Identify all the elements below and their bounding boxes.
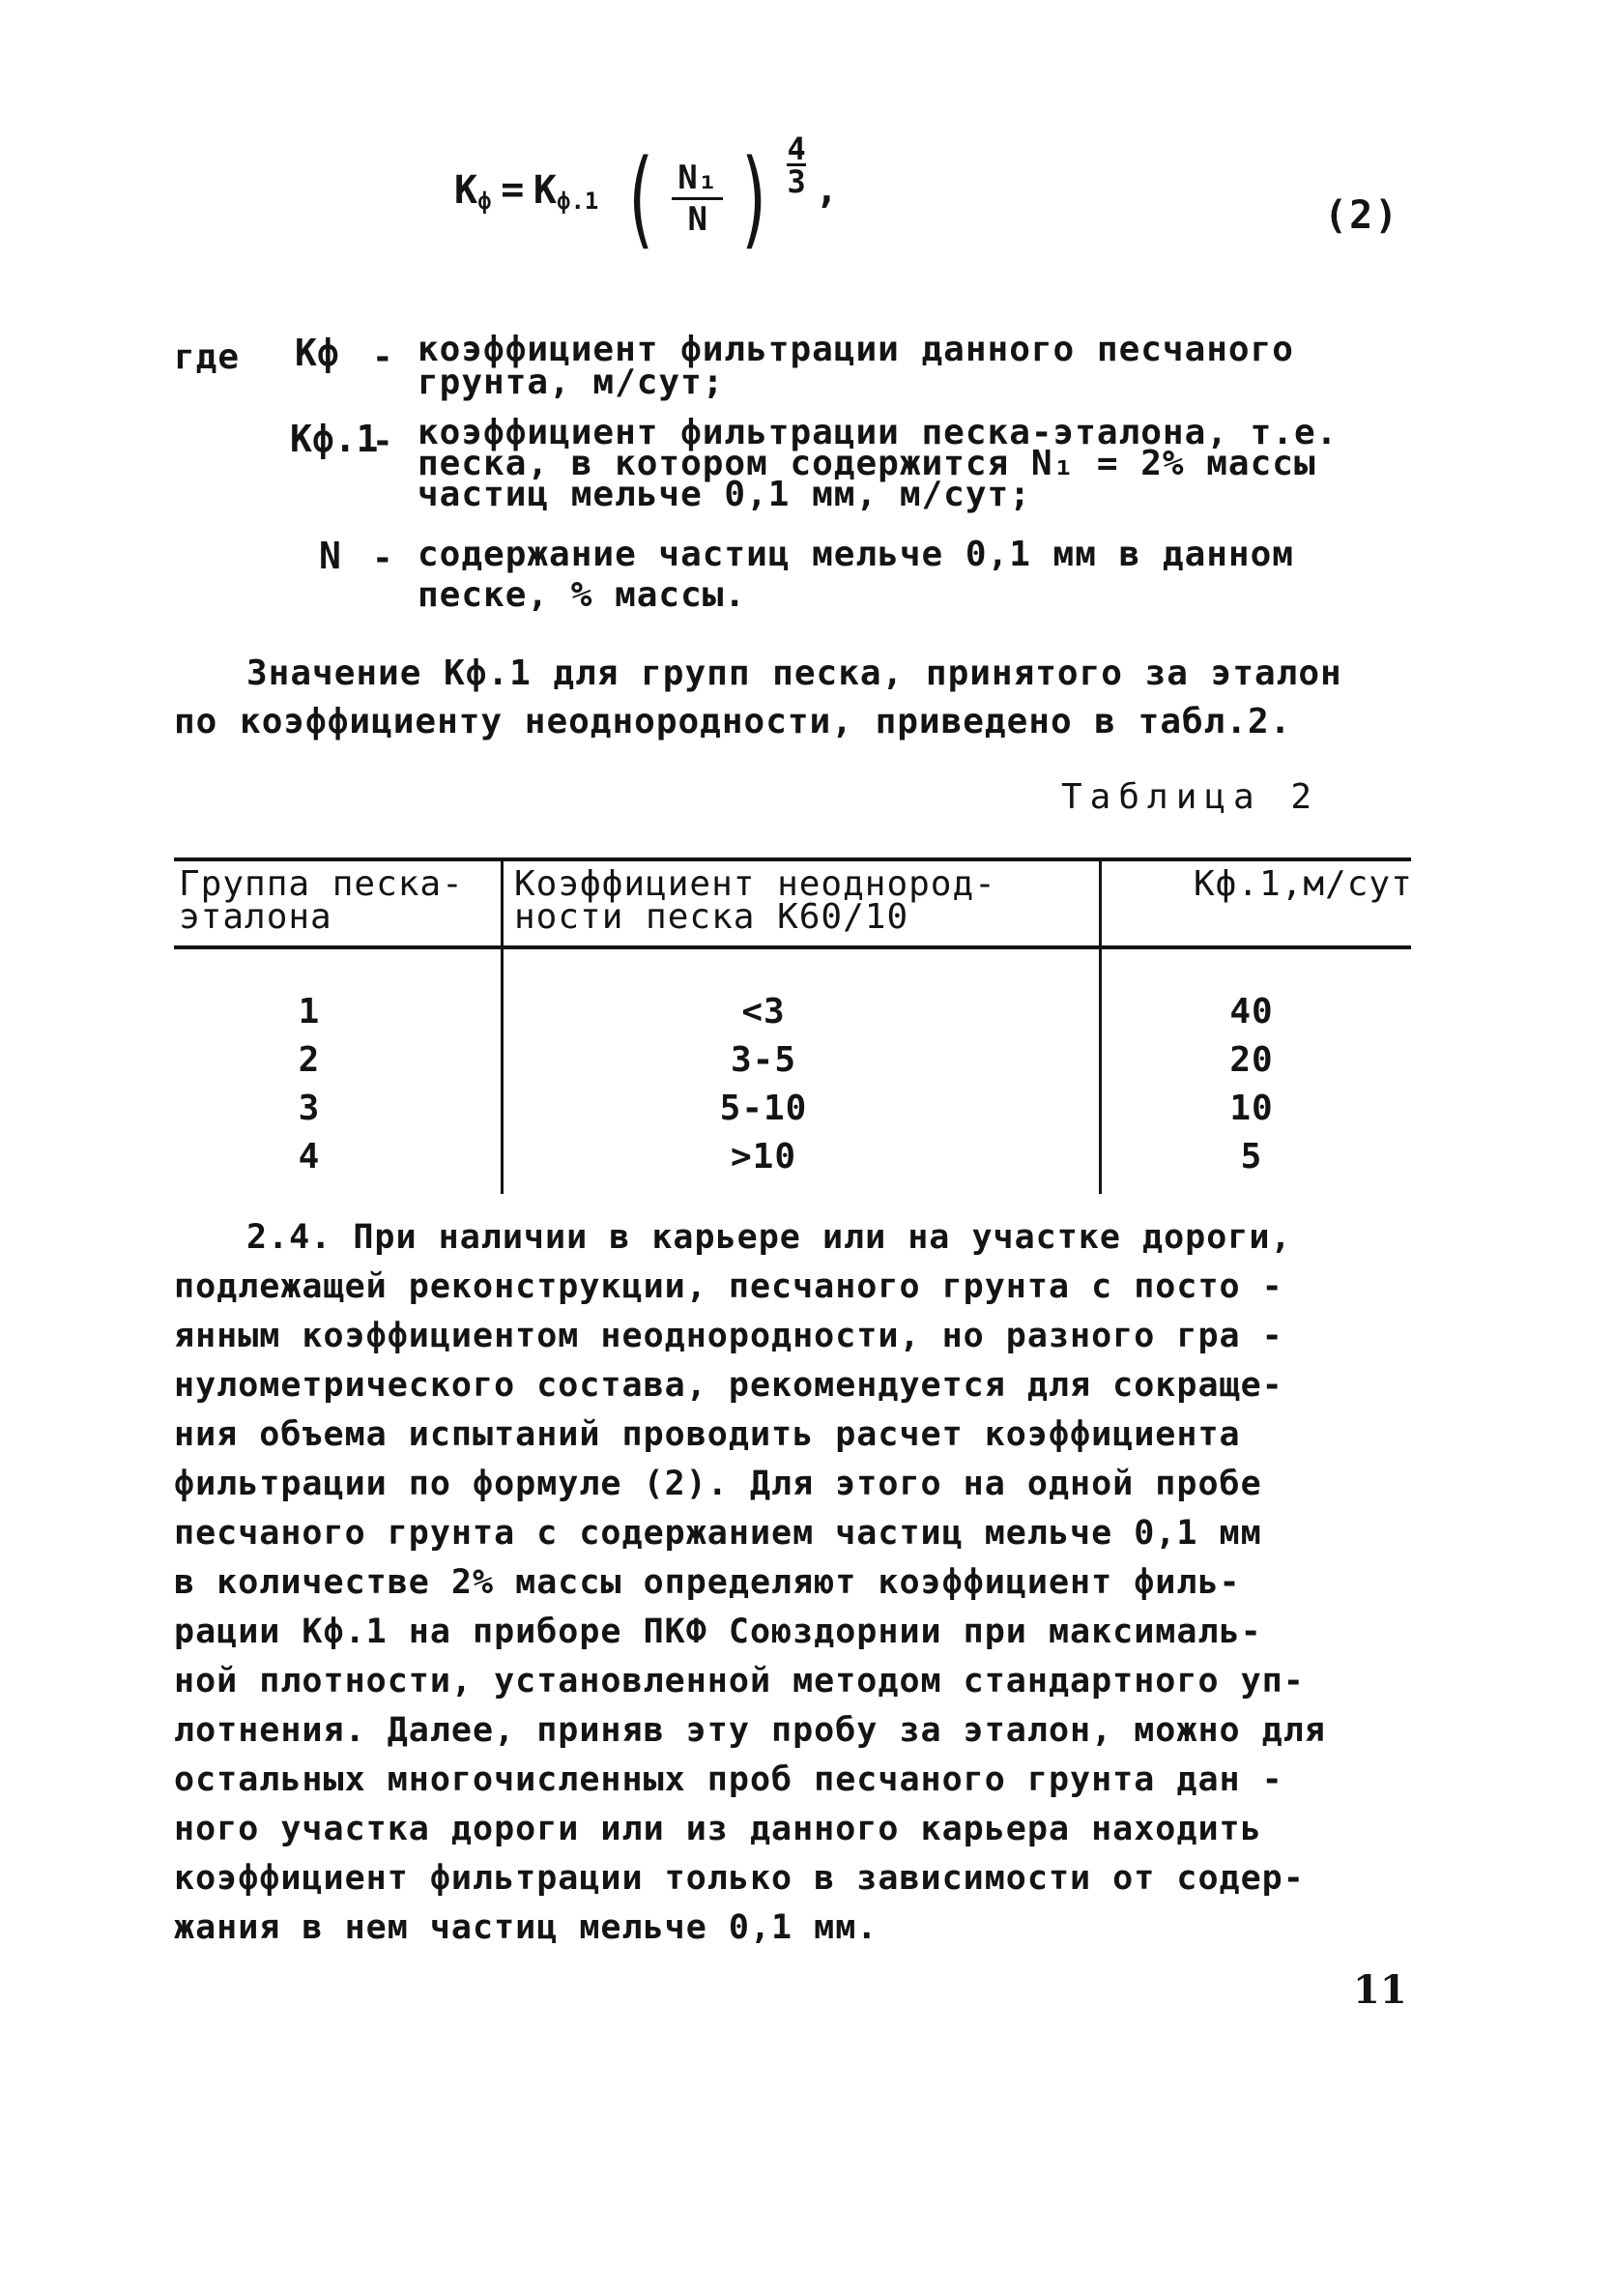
formula-2	[454, 130, 995, 271]
paragraph-line: ния объема испытаний проводить расчет коэффициента	[174, 1415, 1241, 1454]
paragraph-line: жания в нем частиц мельче 0,1 мм.	[174, 1908, 879, 1947]
table-col-group	[290, 988, 329, 1181]
paragraph-line: нулометрического состава, рекомендуется для сокраще-	[174, 1366, 1283, 1405]
where-label: где	[174, 337, 241, 377]
table-cell: 4	[298, 1137, 321, 1177]
paragraph-line: ного участка дороги или из данного карьера находить	[174, 1810, 1262, 1848]
paragraph-line: песчаного грунта с содержанием частиц мельче 0,1 мм	[174, 1514, 1262, 1553]
def-line: частиц мельче 0,1 мм, м/сут;	[418, 475, 1031, 514]
intro-line-1: Значение Kф.1 для групп песка, принятого за эталон	[246, 654, 1342, 693]
def-term-kf: Kф	[295, 332, 339, 374]
table-header-coefficient	[514, 864, 996, 937]
def-line: песке, % массы.	[418, 575, 747, 615]
paragraph-line: остальных многочисленных проб песчаного грунта дан -	[174, 1760, 1283, 1799]
paragraph-line: янным коэффициентом неоднородности, но разного гра -	[174, 1317, 1283, 1355]
formula-rhs-k: $K_{ф.1}$	[533, 167, 599, 215]
table-cell: >10	[730, 1137, 797, 1177]
def-dash-n: -	[372, 538, 394, 578]
paragraph-line: рации Kф.1 на приборе ПКФ Союздорнии при максималь-	[174, 1613, 1262, 1651]
def-text-kf1	[418, 413, 1339, 514]
table-cell: 5-10	[719, 1089, 808, 1128]
intro-line-2: по коэффициенту неоднородности, приведено в табл.2.	[174, 702, 1292, 741]
left-paren: (	[620, 136, 660, 260]
def-text-kf	[418, 330, 1294, 402]
table-col-divider-1	[501, 860, 504, 1194]
def-dash-kf: -	[372, 337, 394, 377]
formula-exponent: $\frac{4}{3}$	[787, 130, 806, 200]
table-col-coefficient	[696, 988, 831, 1181]
formula-fraction	[672, 159, 723, 239]
paragraph-line: фильтрации по формуле (2). Для этого на одной пробе	[174, 1465, 1262, 1503]
def-line: коэффициент фильтрации данного песчаного	[418, 330, 1294, 369]
def-text-n	[418, 535, 1294, 616]
table-col-kf1	[1213, 988, 1290, 1181]
formula-equals: =	[501, 167, 525, 213]
table-cell: 5	[1240, 1137, 1263, 1177]
table-caption: Таблица 2	[1061, 777, 1320, 817]
paragraph-line: подлежащей реконструкции, песчаного грунта с посто -	[174, 1267, 1283, 1306]
right-paren: )	[735, 136, 775, 260]
paragraph-line: ной плотности, установленной методом стандартного уп-	[174, 1662, 1305, 1700]
formula-comma: ,	[815, 167, 839, 213]
def-term-n: N	[319, 535, 341, 577]
fraction-numerator: N₁	[672, 159, 723, 200]
def-line: содержание частиц мельче 0,1 мм в данном	[418, 535, 1294, 574]
def-term-kf1: Kф.1	[290, 418, 379, 460]
table-cell: 10	[1229, 1089, 1274, 1128]
table-cell: 40	[1229, 992, 1274, 1032]
table-top-rule	[174, 857, 1411, 861]
fraction-denominator: N	[687, 199, 707, 239]
table-cell: 1	[298, 992, 321, 1032]
table-cell: 3-5	[730, 1040, 797, 1080]
header-line: Kф.1,м/сут	[1194, 864, 1413, 904]
header-line: ности песка K60/10	[514, 897, 909, 937]
header-line: эталона	[179, 897, 332, 937]
paragraph-line: коэффициент фильтрации только в зависимости от содер-	[174, 1859, 1305, 1898]
table-cell: 20	[1229, 1040, 1274, 1080]
equation-number: (2)	[1324, 193, 1400, 238]
formula-lhs: $K_ф$	[454, 167, 492, 215]
paragraph-line: лотнения. Далее, приняв эту пробу за эталон, можно для	[174, 1711, 1326, 1750]
table-header-rule	[174, 945, 1411, 949]
table-col-divider-2	[1099, 860, 1102, 1194]
table-cell: 2	[298, 1040, 321, 1080]
table-cell: 3	[298, 1089, 321, 1128]
header-line: Коэффициент неоднород-	[514, 864, 996, 904]
def-line: грунта, м/сут;	[418, 363, 725, 402]
paragraph-line: в количестве 2% массы определяют коэффициент филь-	[174, 1563, 1241, 1602]
table-header-group	[179, 864, 464, 937]
table-cell: <3	[741, 992, 786, 1032]
paragraph-2-4	[174, 1213, 1326, 1953]
table-header-kf1	[1194, 864, 1413, 904]
page-number: 11	[1353, 1967, 1407, 2013]
def-line: песка, в котором содержится N₁ = 2% массы	[418, 444, 1316, 483]
paragraph-line: 2.4. При наличии в карьере или на участке дороги,	[246, 1218, 1292, 1257]
def-dash-kf1: -	[372, 421, 394, 461]
def-line: коэффициент фильтрации песка-эталона, т.е.	[418, 413, 1339, 452]
header-line: Группа песка-	[179, 864, 464, 904]
